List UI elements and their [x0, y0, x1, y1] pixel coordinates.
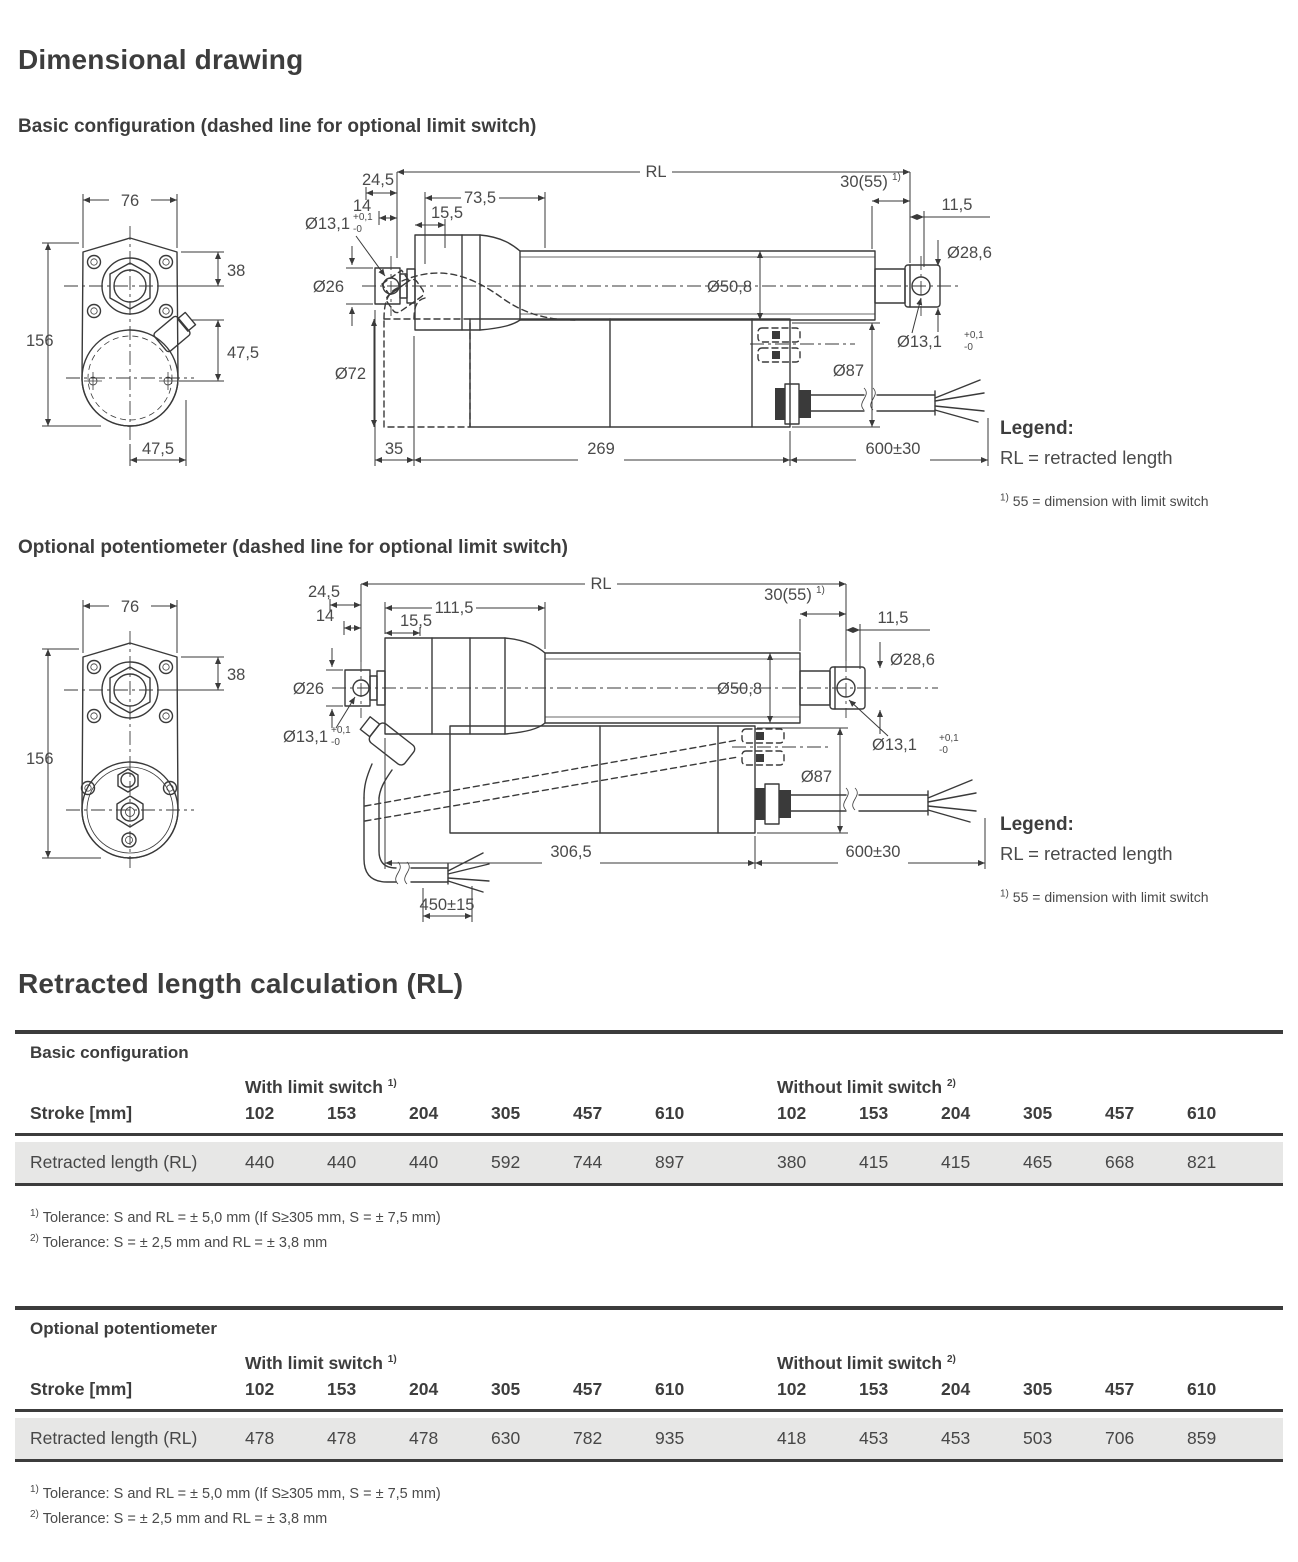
column-spacer: [737, 1103, 777, 1124]
footnote-1: [30, 1486, 1283, 1502]
group-header-row: [15, 1353, 1283, 1374]
dim-dia87-label: Ø87: [800, 768, 832, 786]
footnote-sup: 1): [30, 1484, 39, 1496]
group-label: Without limit switch: [777, 1077, 943, 1097]
rl-value: 592: [491, 1152, 521, 1172]
rl-data-row: [15, 1142, 1283, 1186]
dim-dia131-left-tolm: -0: [331, 737, 340, 748]
stroke-value: 153: [327, 1379, 357, 1399]
dim-rl-label: RL: [590, 575, 612, 593]
table-section-label: Optional potentiometer: [30, 1319, 217, 1338]
footnotes: [15, 1486, 1283, 1527]
stroke-value: 204: [409, 1379, 439, 1399]
dim-76-label: 76: [120, 598, 140, 616]
stroke-value: 102: [777, 1379, 807, 1399]
footnote-2: [30, 1511, 1283, 1527]
dim-475-right-label: 47,5: [227, 344, 260, 362]
rl-value: 706: [1105, 1428, 1135, 1448]
dim-dia26-label: Ø26: [312, 278, 344, 296]
dim-dia131-left-tolp: +0,1: [331, 725, 351, 736]
footnote-sup: 2): [30, 1509, 39, 1521]
stroke-value: 305: [491, 1103, 521, 1123]
dim-3055-label: 30(55): [840, 173, 888, 191]
stroke-value: 102: [245, 1103, 275, 1123]
stroke-value: 153: [859, 1379, 889, 1399]
stroke-value: 153: [327, 1103, 357, 1123]
dim-dia508-label: Ø50,8: [707, 278, 752, 296]
cable-and-gland: [755, 780, 976, 824]
dim-269-label: 269: [587, 440, 615, 458]
stroke-value: 102: [245, 1379, 275, 1399]
footnote-1: [30, 1210, 1283, 1226]
stroke-value: 457: [1105, 1379, 1135, 1399]
stroke-value: 457: [573, 1379, 603, 1399]
dim-245-label: 24,5: [361, 171, 395, 189]
optional-poti-table: [15, 1306, 1283, 1536]
front-view-poti: [64, 631, 196, 868]
dim-76-label: 76: [120, 192, 140, 210]
footnote-text: Tolerance: S = ± 2,5 mm and RL = ± 3,8 mm: [42, 1235, 328, 1251]
dim-dia26-label: Ø26: [292, 680, 324, 698]
rl-value: 465: [1023, 1152, 1053, 1172]
rl-value: 440: [327, 1152, 357, 1172]
dim-3065-label: 306,5: [550, 843, 592, 861]
dim-475-bottom-label: 47,5: [141, 440, 175, 458]
stroke-value: 153: [859, 1103, 889, 1123]
basic-config-drawing: [0, 148, 1298, 530]
footnote-sup: 1): [30, 1208, 39, 1220]
legend-note-text: 55 = dimension with limit switch: [1012, 889, 1209, 905]
rl-value: 478: [327, 1428, 357, 1448]
legend-note: [1000, 493, 1298, 509]
legend-rl-line: RL = retracted length: [1000, 447, 1173, 468]
cable-and-gland: [775, 380, 984, 424]
dim-dia72-label: Ø72: [334, 365, 366, 383]
stroke-value: 204: [941, 1379, 971, 1399]
column-spacer: [737, 1379, 777, 1400]
rl-value: 897: [655, 1152, 685, 1172]
dim-115-label: 11,5: [877, 609, 909, 627]
rl-value: 440: [245, 1152, 275, 1172]
stroke-value: 610: [655, 1379, 685, 1399]
dim-dia131-left-tolm: -0: [353, 224, 362, 235]
group-label: With limit switch: [245, 1353, 383, 1373]
dim-600-label: 600±30: [845, 843, 901, 861]
dim-3055-label: 30(55): [764, 586, 812, 604]
legend-note: [1000, 889, 1298, 905]
side-view-basic-dims: [305, 163, 992, 466]
legend-title: Legend:: [1000, 418, 1074, 439]
dim-dia131-right-tolp: +0,1: [964, 330, 984, 341]
stroke-header-row: [15, 1374, 1283, 1412]
dim-3055-sup: 1): [892, 172, 901, 183]
footnotes: [15, 1210, 1283, 1251]
stroke-header: Stroke [mm]: [30, 1103, 133, 1123]
dim-1115-label: 111,5: [434, 599, 474, 617]
front-view-basic: [64, 226, 198, 444]
cable-gland-front: [153, 309, 198, 352]
rl-value: 415: [941, 1152, 971, 1172]
rl-value: 744: [573, 1152, 603, 1172]
dim-rl-label: RL: [645, 163, 667, 181]
dim-38-label: 38: [227, 666, 246, 684]
dim-156-label: 156: [26, 750, 54, 768]
optional-poti-subtitle: Optional potentiometer (dashed line for optional limit switch): [18, 537, 568, 558]
dim-dia286-label: Ø28,6: [947, 244, 992, 262]
stroke-value: 204: [409, 1103, 439, 1123]
rl-value: 821: [1187, 1152, 1217, 1172]
rl-value: 453: [859, 1428, 889, 1448]
side-view-poti-dims: [283, 575, 985, 922]
rl-value: 630: [491, 1428, 521, 1448]
stroke-value: 610: [1187, 1103, 1217, 1123]
group-with-limit-switch: [245, 1353, 737, 1374]
footnote-2: [30, 1235, 1283, 1251]
dim-14-label: 14: [352, 197, 372, 215]
dim-35-label: 35: [384, 440, 404, 458]
dim-38-label: 38: [227, 262, 246, 280]
stroke-header-row: [15, 1098, 1283, 1136]
dim-dia131-left-tolp: +0,1: [353, 212, 373, 223]
dim-dia87-label: Ø87: [832, 362, 864, 380]
side-pivot-marks: [84, 372, 177, 390]
rl-value: 478: [245, 1428, 275, 1448]
dim-dia131-left-label: Ø13,1: [283, 728, 328, 746]
stroke-value: 305: [1023, 1103, 1053, 1123]
stroke-value: 305: [491, 1379, 521, 1399]
dim-dia131-right-tolp: +0,1: [939, 733, 959, 744]
stroke-value: 305: [1023, 1379, 1053, 1399]
group-sup: 1): [387, 1354, 397, 1366]
rl-value: 418: [777, 1428, 807, 1448]
rl-value: 503: [1023, 1428, 1053, 1448]
rl-value: 668: [1105, 1152, 1135, 1172]
rl-value: 859: [1187, 1428, 1217, 1448]
group-header-row: [15, 1077, 1283, 1098]
dim-dia131-right-label: Ø13,1: [897, 333, 942, 351]
side-view-basic: [362, 235, 984, 427]
dim-dia131-left-label: Ø13,1: [305, 215, 350, 233]
rl-data-row: [15, 1418, 1283, 1462]
legend-note-text: 55 = dimension with limit switch: [1012, 493, 1209, 509]
dim-245-label: 24,5: [307, 583, 341, 601]
stroke-value: 610: [1187, 1379, 1217, 1399]
rl-value: 440: [409, 1152, 439, 1172]
legend-note-sup: 1): [1000, 888, 1009, 900]
group-sup: 2): [946, 1078, 956, 1090]
dim-735-label: 73,5: [463, 189, 497, 207]
basic-config-table: [15, 1030, 1283, 1260]
dim-dia131-right-tolm: -0: [939, 745, 948, 756]
footnote-sup: 2): [30, 1233, 39, 1245]
rl-row-label: Retracted length (RL): [30, 1152, 198, 1172]
basic-config-subtitle: Basic configuration (dashed line for optional limit switch): [18, 116, 537, 137]
group-sup: 2): [946, 1354, 956, 1366]
legend-note-sup: 1): [1000, 492, 1009, 504]
dim-dia508-label: Ø50,8: [717, 680, 762, 698]
group-without-limit-switch: [777, 1353, 1269, 1374]
group-label: Without limit switch: [777, 1353, 943, 1373]
table-section-label: Basic configuration: [30, 1043, 189, 1062]
rl-section-title: Retracted length calculation (RL): [18, 968, 464, 999]
dim-3055-sup: 1): [816, 585, 825, 596]
group-label: With limit switch: [245, 1077, 383, 1097]
footnote-text: Tolerance: S = ± 2,5 mm and RL = ± 3,8 mm: [42, 1511, 328, 1527]
legend-rl-line: RL = retracted length: [1000, 843, 1173, 864]
rl-value: 478: [409, 1428, 439, 1448]
group-sup: 1): [387, 1078, 397, 1090]
footnote-text: Tolerance: S and RL = ± 5,0 mm (If S≥305 mm, S = ± 7,5 mm): [42, 1210, 441, 1226]
dim-115-label: 11,5: [941, 196, 973, 214]
dim-14-label: 14: [315, 607, 335, 625]
group-without-limit-switch: [777, 1077, 1269, 1098]
footnote-text: Tolerance: S and RL = ± 5,0 mm (If S≥305 mm, S = ± 7,5 mm): [42, 1486, 441, 1502]
rl-value: 380: [777, 1152, 807, 1172]
dim-dia131-right-tolm: -0: [964, 342, 973, 353]
rl-value: 415: [859, 1152, 889, 1172]
stroke-value: 204: [941, 1103, 971, 1123]
legend-basic: [1000, 418, 1298, 509]
stroke-header: Stroke [mm]: [30, 1379, 133, 1399]
dim-dia286-label: Ø28,6: [890, 651, 935, 669]
stroke-value: 610: [655, 1103, 685, 1123]
rl-value: 782: [573, 1428, 603, 1448]
stroke-value: 457: [573, 1103, 603, 1123]
rl-row-label: Retracted length (RL): [30, 1428, 198, 1448]
dim-450-label: 450±15: [419, 896, 475, 914]
legend-title: Legend:: [1000, 814, 1074, 835]
rl-value: 935: [655, 1428, 685, 1448]
rl-value: 453: [941, 1428, 971, 1448]
dim-156-label: 156: [26, 332, 54, 350]
stroke-value: 457: [1105, 1103, 1135, 1123]
optional-poti-drawing: [0, 566, 1298, 960]
page-title: Dimensional drawing: [18, 44, 304, 75]
dim-600-label: 600±30: [865, 440, 921, 458]
dim-dia131-right-label: Ø13,1: [872, 736, 917, 754]
stroke-value: 102: [777, 1103, 807, 1123]
group-with-limit-switch: [245, 1077, 737, 1098]
dim-155-label: 15,5: [430, 204, 464, 222]
dim-155-label: 15,5: [399, 612, 433, 630]
legend-poti: [1000, 814, 1298, 905]
